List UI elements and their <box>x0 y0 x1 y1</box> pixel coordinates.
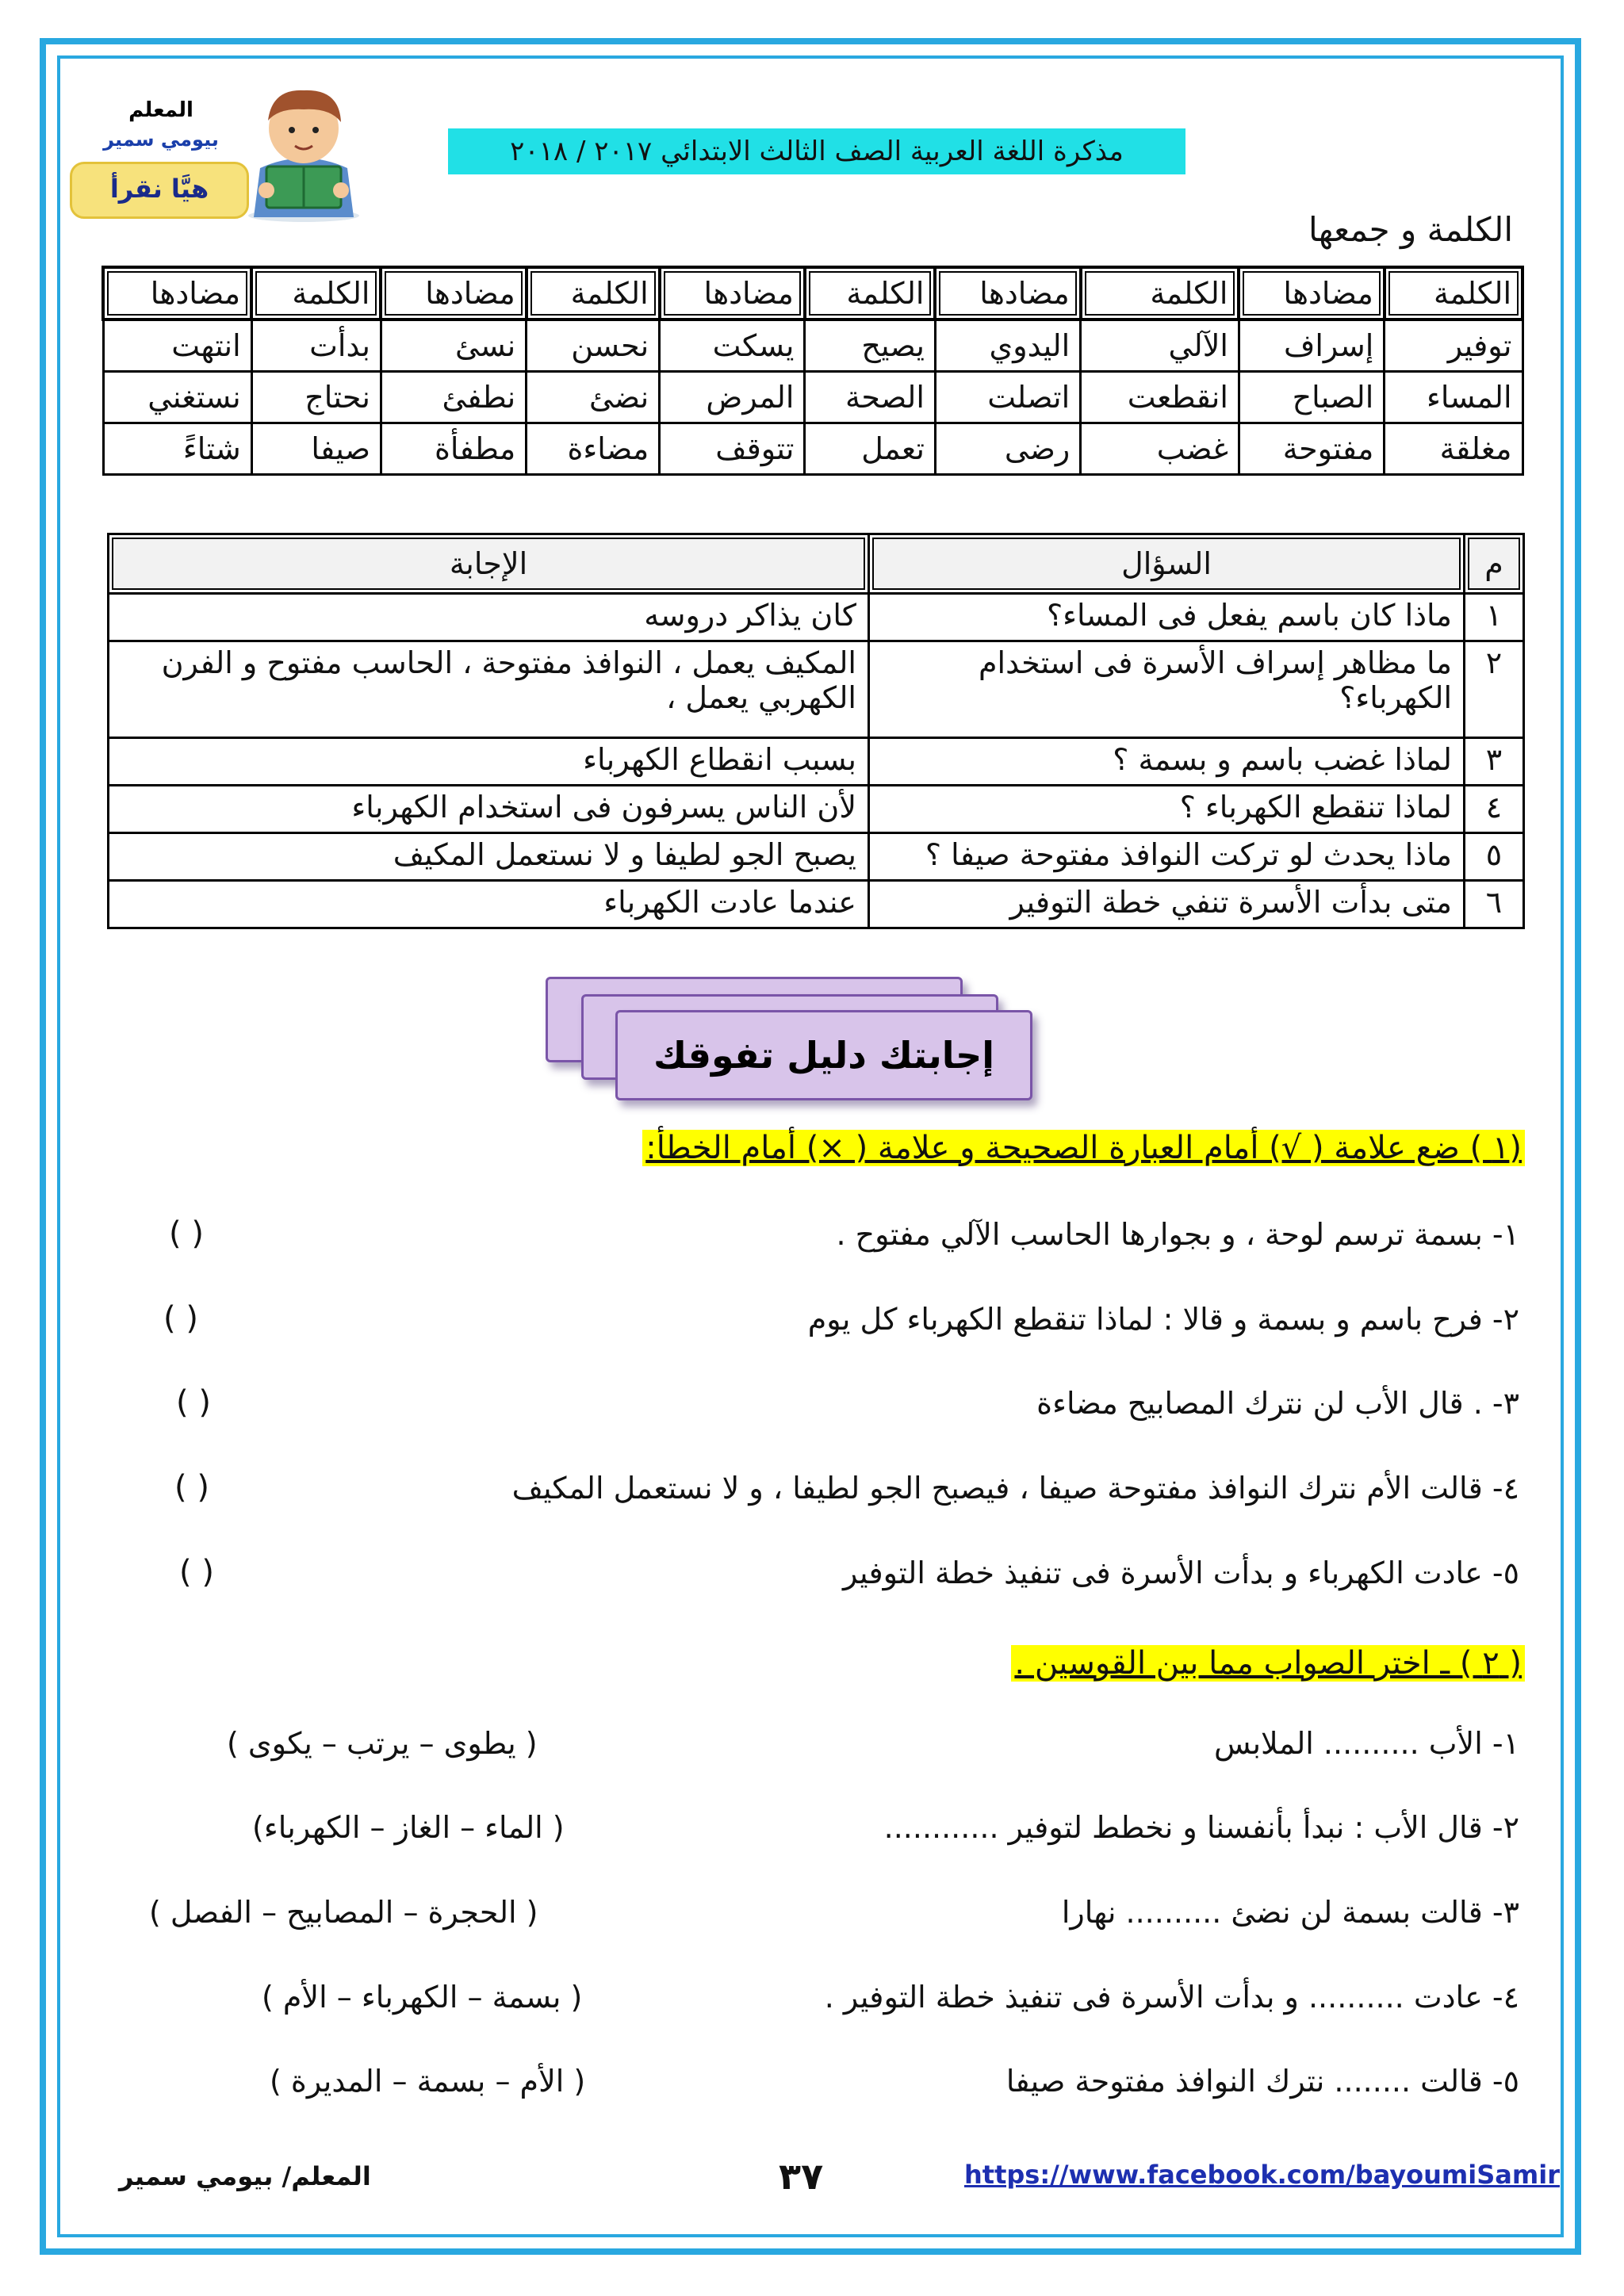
header-question: السؤال <box>869 534 1465 594</box>
table-header-cell: مضادها <box>103 267 251 320</box>
table-row <box>103 423 1522 475</box>
table-header-cell: الكلمة <box>527 267 660 320</box>
table-cell: اتصلت <box>935 372 1080 423</box>
row-question: ما مظاهر إسراف الأسرة فى استخدام الكهرباء؟ <box>869 641 1465 738</box>
section1-heading: (١ ) ضع علامة ( √) أمام العبارة الصحيحة و علامة ( ×) أمام الخطأ: <box>642 1130 1525 1166</box>
table-cell: الصحة <box>805 372 936 423</box>
table-cell: توفير <box>1385 320 1522 372</box>
table-cell: تعمل <box>805 423 936 475</box>
row-question: ماذا كان باسم يفعل فى المساء؟ <box>869 594 1465 641</box>
page-number: ٣٧ <box>779 2155 824 2198</box>
table-header-row <box>109 534 1524 594</box>
section2-item-3: ٣- قالت بسمة لن نضئ .......... نهارا <box>1061 1895 1519 1930</box>
table-cell: رضى <box>935 423 1080 475</box>
table-row <box>109 786 1524 833</box>
section2-heading: ( ٢ ) ـ اختر الصواب مما بين القوسين . <box>1011 1645 1525 1682</box>
table-row <box>109 833 1524 881</box>
facebook-link[interactable]: https://www.facebook.com/bayoumiSamir <box>964 2160 1560 2190</box>
row-question: لماذا غضب باسم و بسمة ؟ <box>869 738 1465 786</box>
section2-choices-3[interactable]: ( الحجرة – المصابيح – الفصل ) <box>149 1895 538 1930</box>
section-title-word-opposites: الكلمة و جمعها <box>1308 210 1513 249</box>
table-cell: المساء <box>1385 372 1522 423</box>
section2-item-1: ١- الأب .......... الملابس <box>1214 1726 1519 1761</box>
table-header-cell: الكلمة <box>1081 267 1239 320</box>
table-cell: مطفأة <box>381 423 526 475</box>
row-answer: كان يذاكر دروسه <box>109 594 869 641</box>
table-row <box>109 594 1524 641</box>
table-row <box>103 372 1522 423</box>
answer-parens-3[interactable]: ( ) <box>176 1384 211 1421</box>
motivation-banner <box>546 977 1033 1104</box>
table-cell: صيفا <box>251 423 381 475</box>
row-question: لماذا تنقطع الكهرباء ؟ <box>869 786 1465 833</box>
table-cell: المرض <box>660 372 805 423</box>
section1-item-5: ٥- عادت الكهرباء و بدأت الأسرة فى تنفيذ خطة التوفير <box>843 1556 1519 1590</box>
answer-parens-1[interactable]: ( ) <box>169 1215 204 1252</box>
table-cell: نضئ <box>527 372 660 423</box>
section1-item-3: ٣- . قال الأب لن نترك المصابيح مضاءة <box>1036 1386 1519 1421</box>
section1-item-2: ٢- فرح باسم و بسمة و قالا : لماذا تنقطع الكهرباء كل يوم <box>807 1302 1519 1337</box>
section2-item-5: ٥- قالت ........ نترك النوافذ مفتوحة صيفا <box>1005 2064 1519 2099</box>
header-answer: الإجابة <box>109 534 869 594</box>
row-number: ١ <box>1465 594 1524 641</box>
row-number: ٢ <box>1465 641 1524 738</box>
table-row <box>109 641 1524 738</box>
answer-parens-5[interactable]: ( ) <box>179 1554 214 1590</box>
table-header-cell: مضادها <box>381 267 526 320</box>
table-cell: نستغني <box>103 372 251 423</box>
table-header-cell: مضادها <box>1239 267 1384 320</box>
footer-teacher-name: المعلم/ بيومي سمير <box>119 2161 371 2191</box>
table-row <box>109 881 1524 928</box>
table-cell: اليدوي <box>935 320 1080 372</box>
logo-teacher-label: المعلم <box>128 98 193 122</box>
section2-item-4: ٤- عادت .......... و بدأت الأسرة فى تنفيذ خطة التوفير . <box>824 1980 1519 2015</box>
document-title: مذكرة اللغة العربية الصف الثالث الابتدائي ٢٠١٧ / ٢٠١٨ <box>448 128 1185 174</box>
table-cell: نسئ <box>381 320 526 372</box>
row-answer: بسبب انقطاع الكهرباء <box>109 738 869 786</box>
table-cell: نحتاج <box>251 372 381 423</box>
table-cell: الآلي <box>1081 320 1239 372</box>
row-answer: المكيف يعمل ، النوافذ مفتوحة ، الحاسب مفتوح و الفرن الكهربي يعمل ، <box>109 641 869 738</box>
row-number: ٥ <box>1465 833 1524 881</box>
table-cell: نحسن <box>527 320 660 372</box>
reading-boy-icon <box>228 73 379 224</box>
table-header-cell: مضادها <box>660 267 805 320</box>
section2-choices-4[interactable]: ( بسمة – الكهرباء – الأم ) <box>262 1980 583 2015</box>
table-header-cell: الكلمة <box>1385 267 1522 320</box>
table-cell: شتاءً <box>103 423 251 475</box>
section2-choices-1[interactable]: ( يطوى – يرتب – يكوى ) <box>227 1726 538 1761</box>
table-cell: الصباح <box>1239 372 1384 423</box>
row-number: ٣ <box>1465 738 1524 786</box>
table-cell: مضاءة <box>527 423 660 475</box>
word-opposites-table <box>102 266 1524 476</box>
teacher-logo <box>70 73 387 224</box>
table-cell: يسكت <box>660 320 805 372</box>
table-cell: تتوقف <box>660 423 805 475</box>
section2-choices-5[interactable]: ( الأم – بسمة – المديرة ) <box>270 2064 586 2099</box>
table-cell: مفتوحة <box>1239 423 1384 475</box>
table-cell: انقطعت <box>1081 372 1239 423</box>
row-answer: عندما عادت الكهرباء <box>109 881 869 928</box>
table-cell: بدأت <box>251 320 381 372</box>
table-header-cell: مضادها <box>935 267 1080 320</box>
row-number: ٦ <box>1465 881 1524 928</box>
answer-parens-4[interactable]: ( ) <box>174 1469 209 1506</box>
table-header-cell: الكلمة <box>805 267 936 320</box>
section1-item-4: ٤- قالت الأم نترك النوافذ مفتوحة صيفا ، فيصبح الجو لطيفا ، و لا نستعمل المكيف <box>511 1471 1519 1506</box>
table-header-cell: الكلمة <box>251 267 381 320</box>
table-cell: انتهت <box>103 320 251 372</box>
table-cell: مغلقة <box>1385 423 1522 475</box>
section2-item-2: ٢- قال الأب : نبدأ بأنفسنا و نخطط لتوفير ............ <box>883 1810 1519 1845</box>
row-question: ماذا يحدث لو تركت النوافذ مفتوحة صيفا ؟ <box>869 833 1465 881</box>
logo-teacher-name: بيومي سمير <box>103 128 219 151</box>
row-answer: يصبح الجو لطيفا و لا نستعمل المكيف <box>109 833 869 881</box>
row-question: متى بدأت الأسرة تنفي خطة التوفير <box>869 881 1465 928</box>
section2-choices-2[interactable]: ( الماء – الغاز – الكهرباء) <box>252 1810 565 1845</box>
row-answer: لأن الناس يسرفون فى استخدام الكهرباء <box>109 786 869 833</box>
question-answer-table <box>107 533 1525 929</box>
table-cell: يصيح <box>805 320 936 372</box>
banner-card-front: إجابتك دليل تفوقك <box>615 1010 1032 1100</box>
answer-parens-2[interactable]: ( ) <box>163 1300 198 1337</box>
table-cell: إسراف <box>1239 320 1384 372</box>
table-cell: غضب <box>1081 423 1239 475</box>
table-header-row <box>103 267 1522 320</box>
logo-tagline: هيَّا نقرأ <box>70 162 249 219</box>
row-number: ٤ <box>1465 786 1524 833</box>
header-number: م <box>1465 534 1524 594</box>
table-row <box>109 738 1524 786</box>
table-cell: نطفئ <box>381 372 526 423</box>
table-row <box>103 320 1522 372</box>
section1-item-1: ١- بسمة ترسم لوحة ، و بجوارها الحاسب الآلي مفتوح . <box>836 1217 1519 1252</box>
